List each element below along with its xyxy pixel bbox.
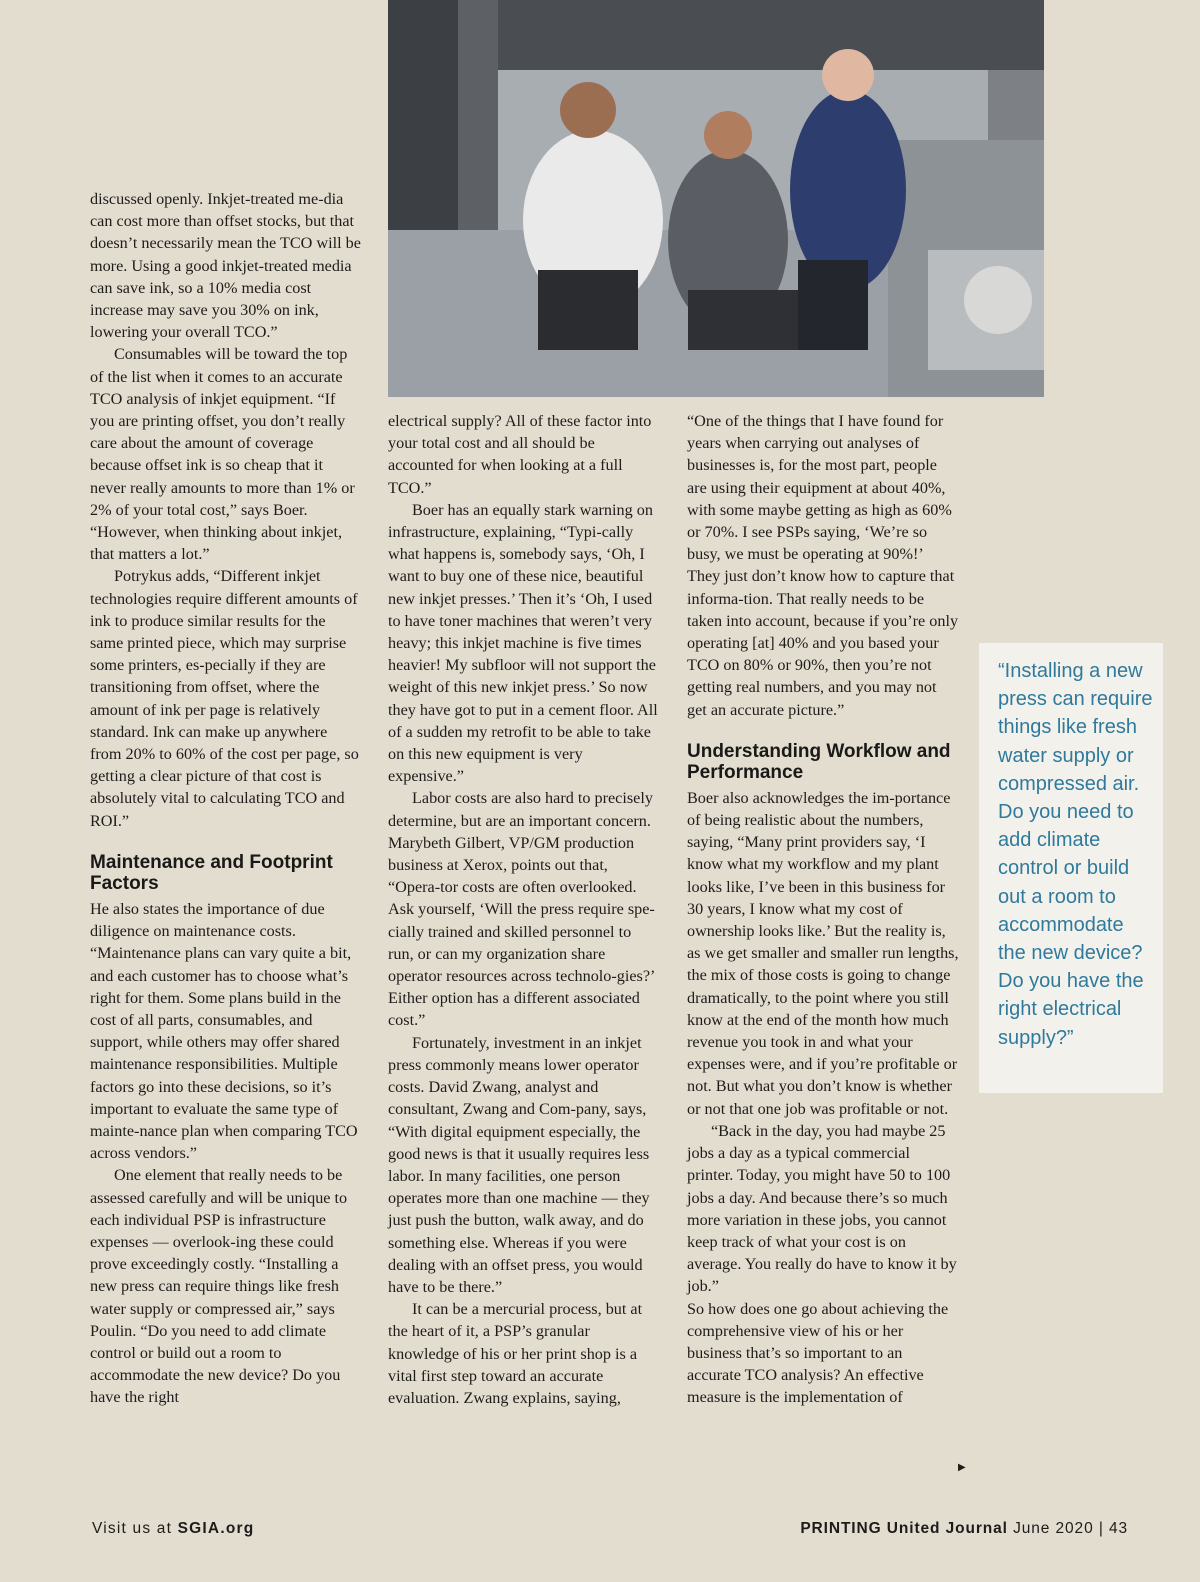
paragraph: Potrykus adds, “Different inkjet technologies require different amounts of ink to produce similar results for the same printed piece, which may surprise some printers, es-pecially if they are transitioning from offset, where the amount of ink per page is relatively standard. Ink can make up anywhere from 20% to 60% of the cost per page, so getting a clear picture of that cost is absolutely vital to calculating TCO and ROI.” — [90, 567, 359, 830]
paragraph: “One of the things that I have found for years when carrying out analyses of businesses is, for the most part, people are using their equipment at about 40%, with some maybe getting as high as 60% or 70%. I see PSPs saying, ‘We’re so busy, we must be operating at 90%!’ They just don’t know how to capture that informa-tion. That really needs to be taken into account, because if you’re only operating [at] 40% and you based your TCO on 80% or 90%, then you’re not getting real numbers, and you may not get an accurate picture.” — [687, 412, 959, 719]
section-heading: Understanding Workflow and Performance — [687, 740, 951, 783]
article-column-2 — [388, 410, 660, 1409]
footer-visit — [92, 1520, 254, 1538]
paragraph: Boer also acknowledges the im-portance of being realistic about the numbers, saying, “Many print providers say, ‘I know what my workflow and my plant looks like, I’ve been in this business for 30 years, I know what my cost of ownership looks like.’ But the reality is, as we get smaller and smaller run lengths, the mix of those costs is going to change dramatically, to the point where you still know at the end of the month how much revenue you took in and what your expenses were, and if you’re profitable or not. But what you don’t know is whether or not that one job was profitable or not. — [687, 788, 959, 1118]
paragraph: One element that really needs to be assessed carefully and will be unique to each individual PSP is infrastructure expenses — overlook-ing these could prove exceedingly costly. “Installing a new press can require things like fresh water supply or compressed air,” says Poulin. “Do you need to add climate control or build out a room to accommodate the new device? Do you have the right — [90, 1166, 348, 1407]
paragraph: It can be a mercurial process, but at the heart of it, a PSP’s granular knowledge of his or her print shop is a vital first step toward an accurate evaluation. Zwang explains, saying, — [388, 1300, 643, 1407]
paragraph: Consumables will be toward the top of the list when it comes to an accurate TCO analysis of inkjet equipment. “If you are printing offset, you don’t really care about the amount of coverage because offset ink is so cheap that it never really amounts to more than 1% or 2% of your total cost,” says Boer. “However, when thinking about inkjet, that matters a lot.” — [90, 345, 355, 564]
article-photo — [388, 0, 1044, 397]
section-heading: Maintenance and Footprint Factors — [90, 851, 333, 894]
paragraph: electrical supply? All of these factor into your total cost and all should be accounted for when looking at a full TCO.” — [388, 412, 652, 497]
paragraph: He also states the importance of due diligence on maintenance costs. “Maintenance plans can vary quite a bit, and each customer has to choose what’s right for them. Some plans build in the cost of all parts, consumables, and support, while others may offer shared maintenance responsibilities. Multiple factors go into these decisions, so it’s important to evaluate the same type of mainte-nance plan when comparing TCO across vendors.” — [90, 899, 358, 1163]
footer-visit-prefix: Visit us at — [92, 1520, 178, 1537]
paragraph: discussed openly. Inkjet-treated me-dia can cost more than offset stocks, but that doesn’t necessarily mean the TCO will be more. Using a good inkjet-treated media can save ink, so a 10% media cost increase may save you 30% on ink, lowering your overall TCO.” — [90, 190, 361, 342]
pull-quote — [979, 643, 1163, 1093]
article-column-3 — [687, 410, 959, 1409]
footer-site-link[interactable]: SGIA.org — [177, 1520, 255, 1537]
pull-quote-text: “Installing a new press can require things like fresh water supply or compressed air. Do you need to add climate control or build out a room to accommodate the new device? Do you have the right electrical supply?” — [998, 660, 1153, 1049]
footer-brand: PRINTING United Journal — [800, 1520, 1008, 1537]
footer-issue: June 2020 — [1007, 1520, 1099, 1537]
paragraph: “Back in the day, you had maybe 25 jobs a day as a typical commercial printer. Today, you might have 50 to 100 jobs a day. And because there’s so much more variation in these jobs, you cannot keep track of what your cost is on average. You really do have to know it by job.” — [687, 1121, 957, 1296]
footer-folio — [800, 1520, 1128, 1538]
paragraph: Labor costs are also hard to precisely determine, but are an important concern. Marybeth Gilbert, VP/GM production business at Xerox, points out that, “Opera-tor costs are often overlooked. Ask yourself, ‘Will the press require spe-cially trained and skilled personnel to run, or can my organization share operator resources across technolo-gies?’ Either option has a different associated cost.” — [388, 789, 655, 1030]
paragraph: Fortunately, investment in an inkjet press commonly means lower operator costs. David Zwang, analyst and consultant, Zwang and Com-pany, says, “With digital equipment especially, the good news is that it usually requires less labor. In many facilities, one person operates more than one machine — they just push the button, walk away, and do something else. Whereas if you were dealing with an offset press, you would have to be there.” — [388, 1033, 650, 1296]
paragraph: So how does one go about achieving the comprehensive view of his or her business that’s so important to an accurate TCO analysis? An effective measure is the implementation of — [687, 1299, 949, 1407]
trade-show-photo — [388, 0, 1044, 397]
paragraph: Boer has an equally stark warning on infrastructure, explaining, “Typi-cally what happens is, somebody says, ‘Oh, I want to buy one of these nice, beautiful new inkjet presses.’ Then it’s ‘Oh, I used to have toner machines that weren’t very heavy; this inkjet machine is five times heavier! My subfloor will not support the weight of this new inkjet press.’ So now they have got to put in a cement floor. All of a sudden my retrofit to be able to take on this new equipment is very expensive.” — [388, 500, 658, 786]
footer-separator: | — [1098, 1520, 1104, 1537]
continued-arrow-icon: ▶ — [958, 1462, 966, 1473]
article-column-1 — [90, 188, 362, 1409]
page-number: 43 — [1103, 1520, 1128, 1537]
